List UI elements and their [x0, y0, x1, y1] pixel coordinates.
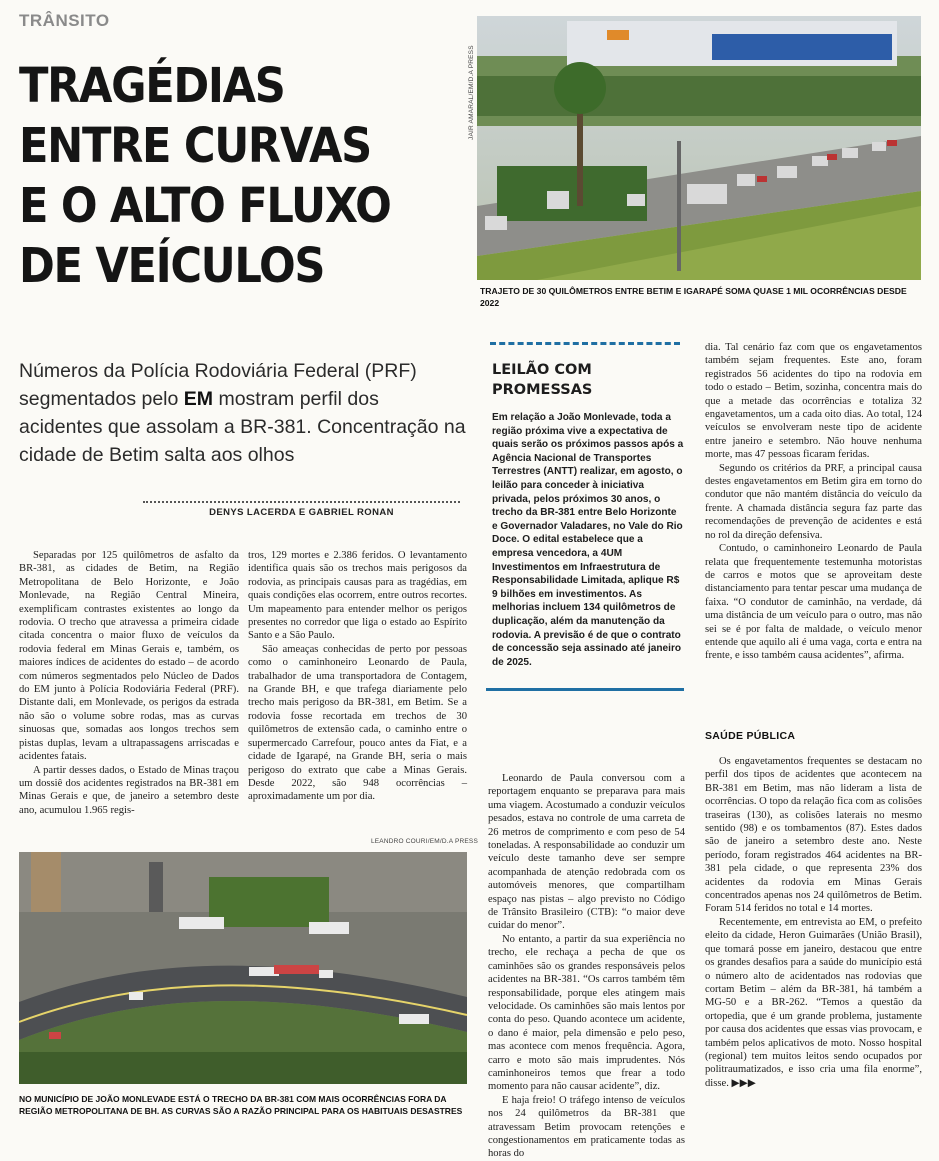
box-bottom-rule	[486, 688, 684, 691]
bottom-photo-caption: NO MUNICÍPIO DE JOÃO MONLEVADE ESTÁ O TRECHO DA BR-381 COM MAIS OCORRÊNCIAS FORA DA REGIÃO METROPOLITANA DE BH. AS CURVAS SÃO A RAZÃO PRINCIPAL PARA OS HABITUAIS DESASTRES	[19, 1094, 463, 1116]
paragraph: Segundo os critérios da PRF, a principal causa destes engavetamentos em Betim gira em torno do condutor que não mantém distância do veículo da frente. A chamada distância segura faz parte das recomendações de prevenção de acidentes e está no rol da direção defensiva.	[705, 462, 922, 541]
headline-line: DE VEÍCULOS	[19, 238, 325, 294]
paragraph: Leonardo de Paula conversou com a reportagem enquanto se preparava para mais uma viagem. Acostumado a conduzir veículos pesados, estava no controle de uma carreta de 26 metros de comprimento e com peso de 54 toneladas. A responsabilidade ao conduzir um veículo deste tamanho deve ser sempre acompanhada de atenção redobrada com os automóveis menores, que compartilham espaço nas pistas – algo previsto no Código de Trânsito Brasileiro (CTB): “o maior deve cuidar do menor”.	[488, 773, 685, 932]
section-tag: TRÂNSITO	[19, 11, 110, 30]
box-title: LEILÃO COM PROMESSAS	[492, 362, 593, 398]
paragraph: dia. Tal cenário faz com que os engavetamentos também sejam frequentes. Este ano, foram registrados 56 acidentes do tipo na rodovia em todo o estado – Betim, sozinha, concentra mais do que a metade das ocorrências e totaliza 32 engavetamentos, um a cada oito dias. Ao total, 124 veículos se envolveram neste tipo de acidente entre janeiro e setembro. Não houve nenhuma morte, mas 47 pessoas ficaram feridas.	[705, 342, 922, 461]
headline-line: ENTRE CURVAS	[19, 118, 371, 174]
paragraph: Recentemente, em entrevista ao EM, o prefeito eleito da cidade, Heron Guimarães (União Brasil), que tomará posse em janeiro, destacou que entre os grandes desafios para a saúde do município está o número alto de acidentados nas rodovias que cortam Betim – além da BR-381, há também a MG-50 e a BR-262. “Temos a questão da ortopedia, que é um grande problema, justamente por causa dos acidentes que essas vias provocam, e também pelos aplicativos de moto. Nosso hospital (regional) tem muitos leitos sendo ocupados por politraumatizados, e isso cria uma fila enorme”, disse. ▶▶▶	[705, 916, 922, 1089]
paragraph: Contudo, o caminhoneiro Leonardo de Paula relata que frequentemente testemunha motoristas de carros e motos que se aproveitam deste distanciamento para tentar pescar uma mudança de faixa. “O condutor de caminhão, na verdade, dá uma distância de um veículo para o outro, mas não sei se é por falta de maldade, o veículo menor entende que aquilo ali é uma vaga, corta e entra na frente, e isso também causa acidentes”, afirma.	[705, 543, 922, 662]
top-photo-credit: JAIR AMARAL/EM/D.A PRESS	[468, 45, 475, 140]
body-column-3	[488, 772, 685, 1161]
byline: DENYS LACERDA E GABRIEL RONAN	[209, 507, 394, 518]
body-column-1	[19, 549, 239, 817]
body-column-2	[248, 549, 467, 804]
top-photo	[477, 16, 921, 280]
paragraph: No entanto, a partir da sua experiência no trecho, ele rechaça a pecha de que os caminhões são os grandes responsáveis pelos acidentes na BR-381. “Os carros também têm responsabilidade, porque eles atingem mais velocidade. Os caminhões são mais lentos por conta do peso. Quando acontece um acidente, o dano é maior, pela dimensão e pelo peso, mas acontece com menos frequência. Agora, carro e moto são mais imprudentes. Nós caminhoneiros temos que frear a todo momento para não causar acidente”, diz.	[488, 933, 685, 1093]
box-body: Em relação a João Monlevade, toda a região próxima vive a expectativa de quais serão os próximos passos após a Agência Nacional de Transportes Terrestres (ANTT) realizar, em agosto, o leilão para conceder à iniciativa privada, pelos próximos 30 anos, o trecho da BR-381 entre Belo Horizonte e Governador Valadares, no Vale do Rio Doce. O edital estabelece que a empresa vencedora, a 4UM Investimentos em Infraestrutura de Responsabilidade Limitada, aplique R$ 9 bilhões em investimentos. As melhorias incluem 134 quilômetros de duplicação, além da manutenção da rodovia. A previsão é de que o contrato de concessão seja assinado até janeiro de 2025.	[492, 412, 684, 668]
box-top-rule	[490, 342, 680, 345]
body-column-4	[705, 341, 922, 663]
deck: Números da Polícia Rodoviária Federal (PRF) segmentados pelo EM mostram perfil dos acidentes que assolam a BR-381. Concentração na cidade de Betim salta aos olhos	[19, 360, 466, 466]
paragraph: Separadas por 125 quilômetros de asfalto da BR-381, as cidades de Betim, na Região Metropolitana de Belo Horizonte, e João Monlevade, na Região Central Mineira, exemplificam contrastes existentes ao longo da rodovia. O trecho que atravessa a primeira cidade citada concentra o maior fluxo de veículos da rodovia federal em Minas Gerais e, também, os maiores índices de acidentes do estado – de acordo com números segmentados pelo Núcleo de Dados do EM junto à Polícia Rodoviária Federal (PRF). Distante dali, em Monlevade, os perigos da estrada não são o volume sobre rodas, mas as curvas sinuosas que, somadas aos longos trechos sem pistas duplas, levam a ultrapassagens arriscadas e acidentes fatais.	[19, 550, 239, 763]
top-photo-caption: TRAJETO DE 30 QUILÔMETROS ENTRE BETIM E IGARAPÉ SOMA QUASE 1 MIL OCORRÊNCIAS DESDE 2022	[480, 286, 907, 308]
paragraph: São ameaças conhecidas de perto por pessoas como o caminhoneiro Leonardo de Paula, trabalhador de uma transportadora de Contagem, na Grande BH, e que trafega diariamente pelo trecho mais perigoso da BR-381, em Betim. Se a rodovia fosse recortada em trechos de 30 quilômetros de extensão cada, o caminho entre o supermercado Carrefour, pouco antes da Fiat, e a cidade de Igarapé, na Grande BH, seria o mais perigoso do extrato que cabe a Minas Gerais. Desde 2022, são 948 ocorrências – aproximadamente um por dia.	[248, 643, 467, 803]
subhead: SAÚDE PÚBLICA	[705, 730, 796, 742]
byline-rule	[143, 501, 460, 503]
paragraph: tros, 129 mortes e 2.386 feridos. O levantamento identifica quais são os trechos mais perigosos da rodovia, as principais causas para as tragédias, em quais condições elas ocorrem, entre outros recortes. Um mapeamento para entender melhor os perigos presentes no corredor que liga o estado ao Espírito Santo e a São Paulo.	[248, 550, 467, 642]
highway-photo	[477, 16, 921, 280]
aerial-curve-photo	[19, 852, 467, 1084]
headline	[19, 56, 424, 296]
paragraph: A partir desses dados, o Estado de Minas traçou um dossiê dos acidentes registrados na BR-381 em Minas Gerais e que, de janeiro a setembro deste ano, acumulou 1.965 regis-	[19, 764, 239, 816]
headline-line: TRAGÉDIAS	[19, 58, 285, 114]
bottom-photo-credit: LEANDRO COURI/EM/D.A PRESS	[370, 838, 478, 845]
headline-line: E O ALTO FLUXO	[19, 178, 391, 234]
paragraph: E haja freio! O tráfego intenso de veículos nos 24 quilômetros da BR-381 que atravessam Betim provocam retenções e congestionamentos em praticamente todas as horas do	[488, 1094, 685, 1160]
bottom-photo	[19, 852, 467, 1084]
paragraph: Os engavetamentos frequentes se destacam no perfil dos tipos de acidentes que acontecem na BR-381 em Betim, mas não lideram a lista de ocorrências. O topo da relação fica com as colisões traseiras (130), as colisões laterais no mesmo sentido (98) e os tombamentos (87). Estes dados são de janeiro a setembro deste ano. Neste período, foram registrados 464 acidentes na BR-381 pela cidade, o que representa 23% dos acidentes da rodovia em Minas Gerais concentrados apenas nos 24 quilômetros de Betim. Foram 514 feridos no total e 14 mortes.	[705, 756, 922, 915]
body-column-4-lower	[705, 755, 922, 1090]
